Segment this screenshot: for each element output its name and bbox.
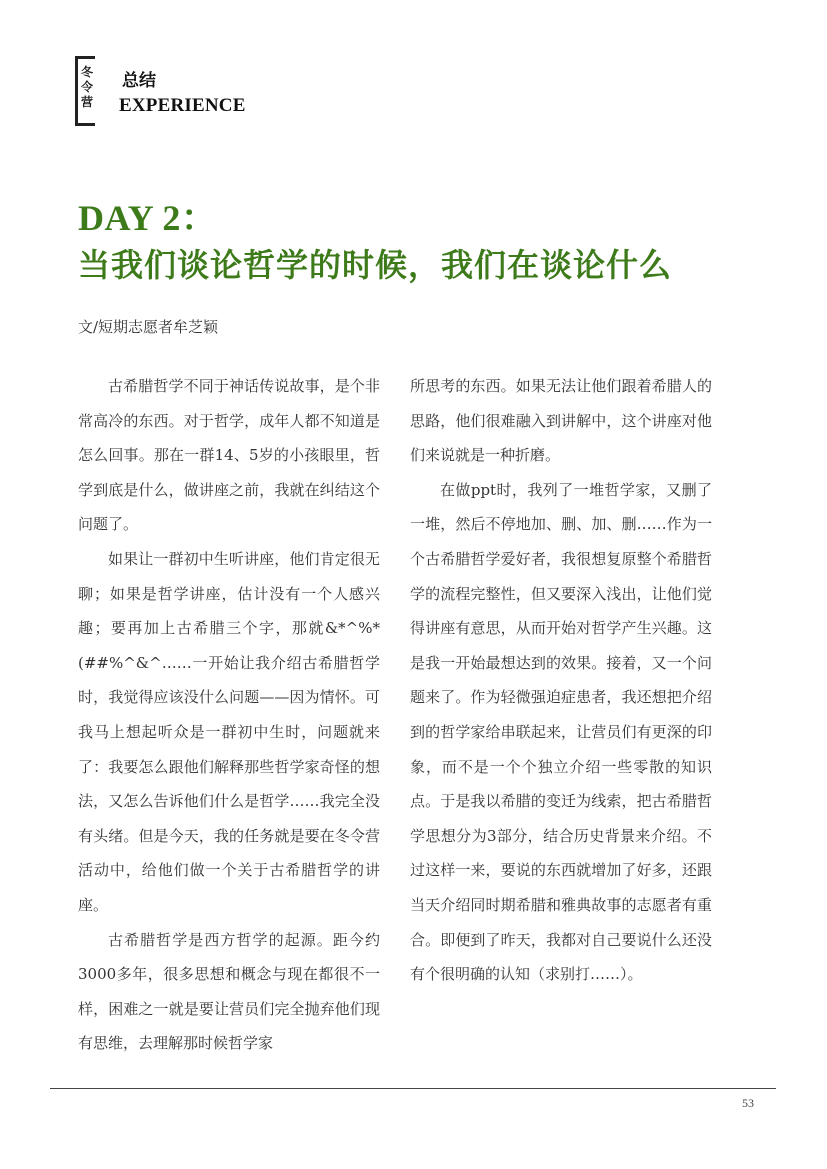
right-column — [410, 369, 712, 992]
section-title: 总结 — [122, 71, 156, 91]
paragraph: 古希腊哲学不同于神话传说故事，是个非常高冷的东西。对于哲学，成年人都不知道是怎么回事。那在一群14、5岁的小孩眼里，哲学到底是什么，做讲座之前，我就在纠结这个问题了。 — [78, 377, 380, 534]
day-label: DAY 2： — [78, 198, 218, 238]
page-number: 53 — [742, 1096, 754, 1110]
footer-rule — [50, 1088, 776, 1089]
badge-label: 冬令营 — [80, 65, 93, 109]
paragraph: 所思考的东西。如果无法让他们跟着希腊人的思路，他们很难融入到讲解中，这个讲座对他们来说就是一种折磨。 — [410, 377, 712, 465]
left-column — [78, 369, 380, 1061]
article-headline: 当我们谈论哲学的时候，我们在谈论什么 — [78, 246, 673, 284]
section-badge — [75, 56, 97, 128]
paragraph: 古希腊哲学是西方哲学的起源。距今约3000多年，很多思想和概念与现在都很不一样，困难之一就是要让营员们完全抛弃他们现有思维，去理解那时候哲学家 — [78, 930, 380, 1053]
paragraph: 在做ppt时，我列了一堆哲学家，又删了一堆，然后不停地加、删、加、删……作为一个古希腊哲学爱好者，我很想复原整个希腊哲学的流程完整性，但又要深入浅出，让他们觉得讲座有意思，从而开始对哲学产生兴趣。这是我一开始最想达到的效果。接着，又一个问题来了。作为轻微强迫症患者，我还想把介绍到的哲学家给串联起来，让营员们有更深的印象，而不是一个个独立介绍一些零散的知识点。于是我以希腊的变迁为线索，把古希腊哲学思想分为3部分，结合历史背景来介绍。不过这样一来，要说的东西就增加了好多，还跟当天介绍同时期希腊和雅典故事的志愿者有重合。即便到了昨天，我都对自己要说什么还没有个很明确的认知（求别打……）。 — [410, 480, 712, 984]
paragraph: 如果让一群初中生听讲座，他们肯定很无聊；如果是哲学讲座，估计没有一个人感兴趣；要再加上古希腊三个字，那就&*^%*(##%^&^……一开始让我介绍古希腊哲学时，我觉得应该没什么问题——因为情怀。可我马上想起听众是一群初中生时，问题就来了：我要怎么跟他们解释那些哲学家奇怪的想法，又怎么告诉他们什么是哲学……我完全没有头绪。但是今天，我的任务就是要在冬令营活动中，给他们做一个关于古希腊哲学的讲座。 — [78, 549, 380, 914]
byline: 文/短期志愿者牟芝颖 — [78, 318, 219, 336]
section-subtitle: EXPERIENCE — [119, 95, 246, 116]
